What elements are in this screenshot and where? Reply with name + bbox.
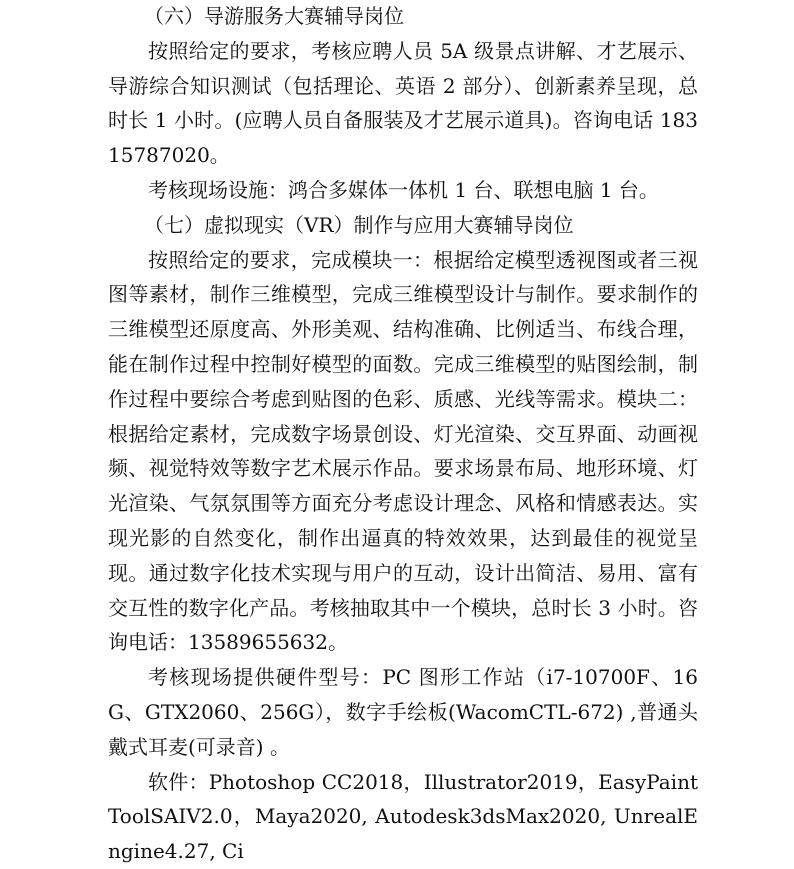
section-7-body: 按照给定的要求，完成模块一：根据给定模型透视图或者三视图等素材，制作三维模型，完成三维模型设计与制作。要求制作的三维模型还原度高、外形美观、结构准确、比例适当、布线合理，能在制作过程中控制好模型的面数。完成三维模型的贴图绘制，制作过程中要综合考虑到贴图的色彩、质感、光线等需求。模块二：根据给定素材，完成数字场景创设、灯光渲染、交互界面、动画视频、视觉特效等数字艺术展示作品。要求场景布局、地形环境、灯光渲染、气氛氛围等方面充分考虑设计理念、风格和情感表达。实现光影的自然变化，制作出逼真的特效效果，达到最佳的视觉呈现。通过数字化技术实现与用户的互动，设计出简洁、易用、富有交互性的数字化产品。考核抽取其中一个模块，总时长 3 小时。咨询电话：13589655632。	[108, 247, 698, 655]
section-7-hardware: 考核现场提供硬件型号：PC 图形工作站（i7-10700F、16G、GTX2060、256G），数字手绘板(WacomCTL-672) ,普通头戴式耳麦(可录音) 。	[108, 665, 698, 759]
section-7-software: 软件：Photoshop CC2018，Illustrator2019，EasyPaintToolSAIV2.0，Maya2020, Autodesk3dsMax2020, UnrealEngine4.27, Ci	[108, 769, 698, 864]
section-6-heading: （六）导游服务大赛辅导岗位	[144, 4, 404, 28]
section-7-heading: （七）虚拟现实（VR）制作与应用大赛辅导岗位	[144, 212, 574, 237]
section-6-facilities: 考核现场设施：鸿合多媒体一体机 1 台、联想电脑 1 台。	[148, 177, 659, 202]
document-page	[108, 0, 698, 869]
section-6-body: 按照给定的要求，考核应聘人员 5A 级景点讲解、才艺展示、导游综合知识测试（包括理论、英语 2 部分）、创新素养呈现，总时长 1 小时。(应聘人员自备服装及才艺展示道具)。咨询电话 18315787020。	[108, 38, 698, 168]
